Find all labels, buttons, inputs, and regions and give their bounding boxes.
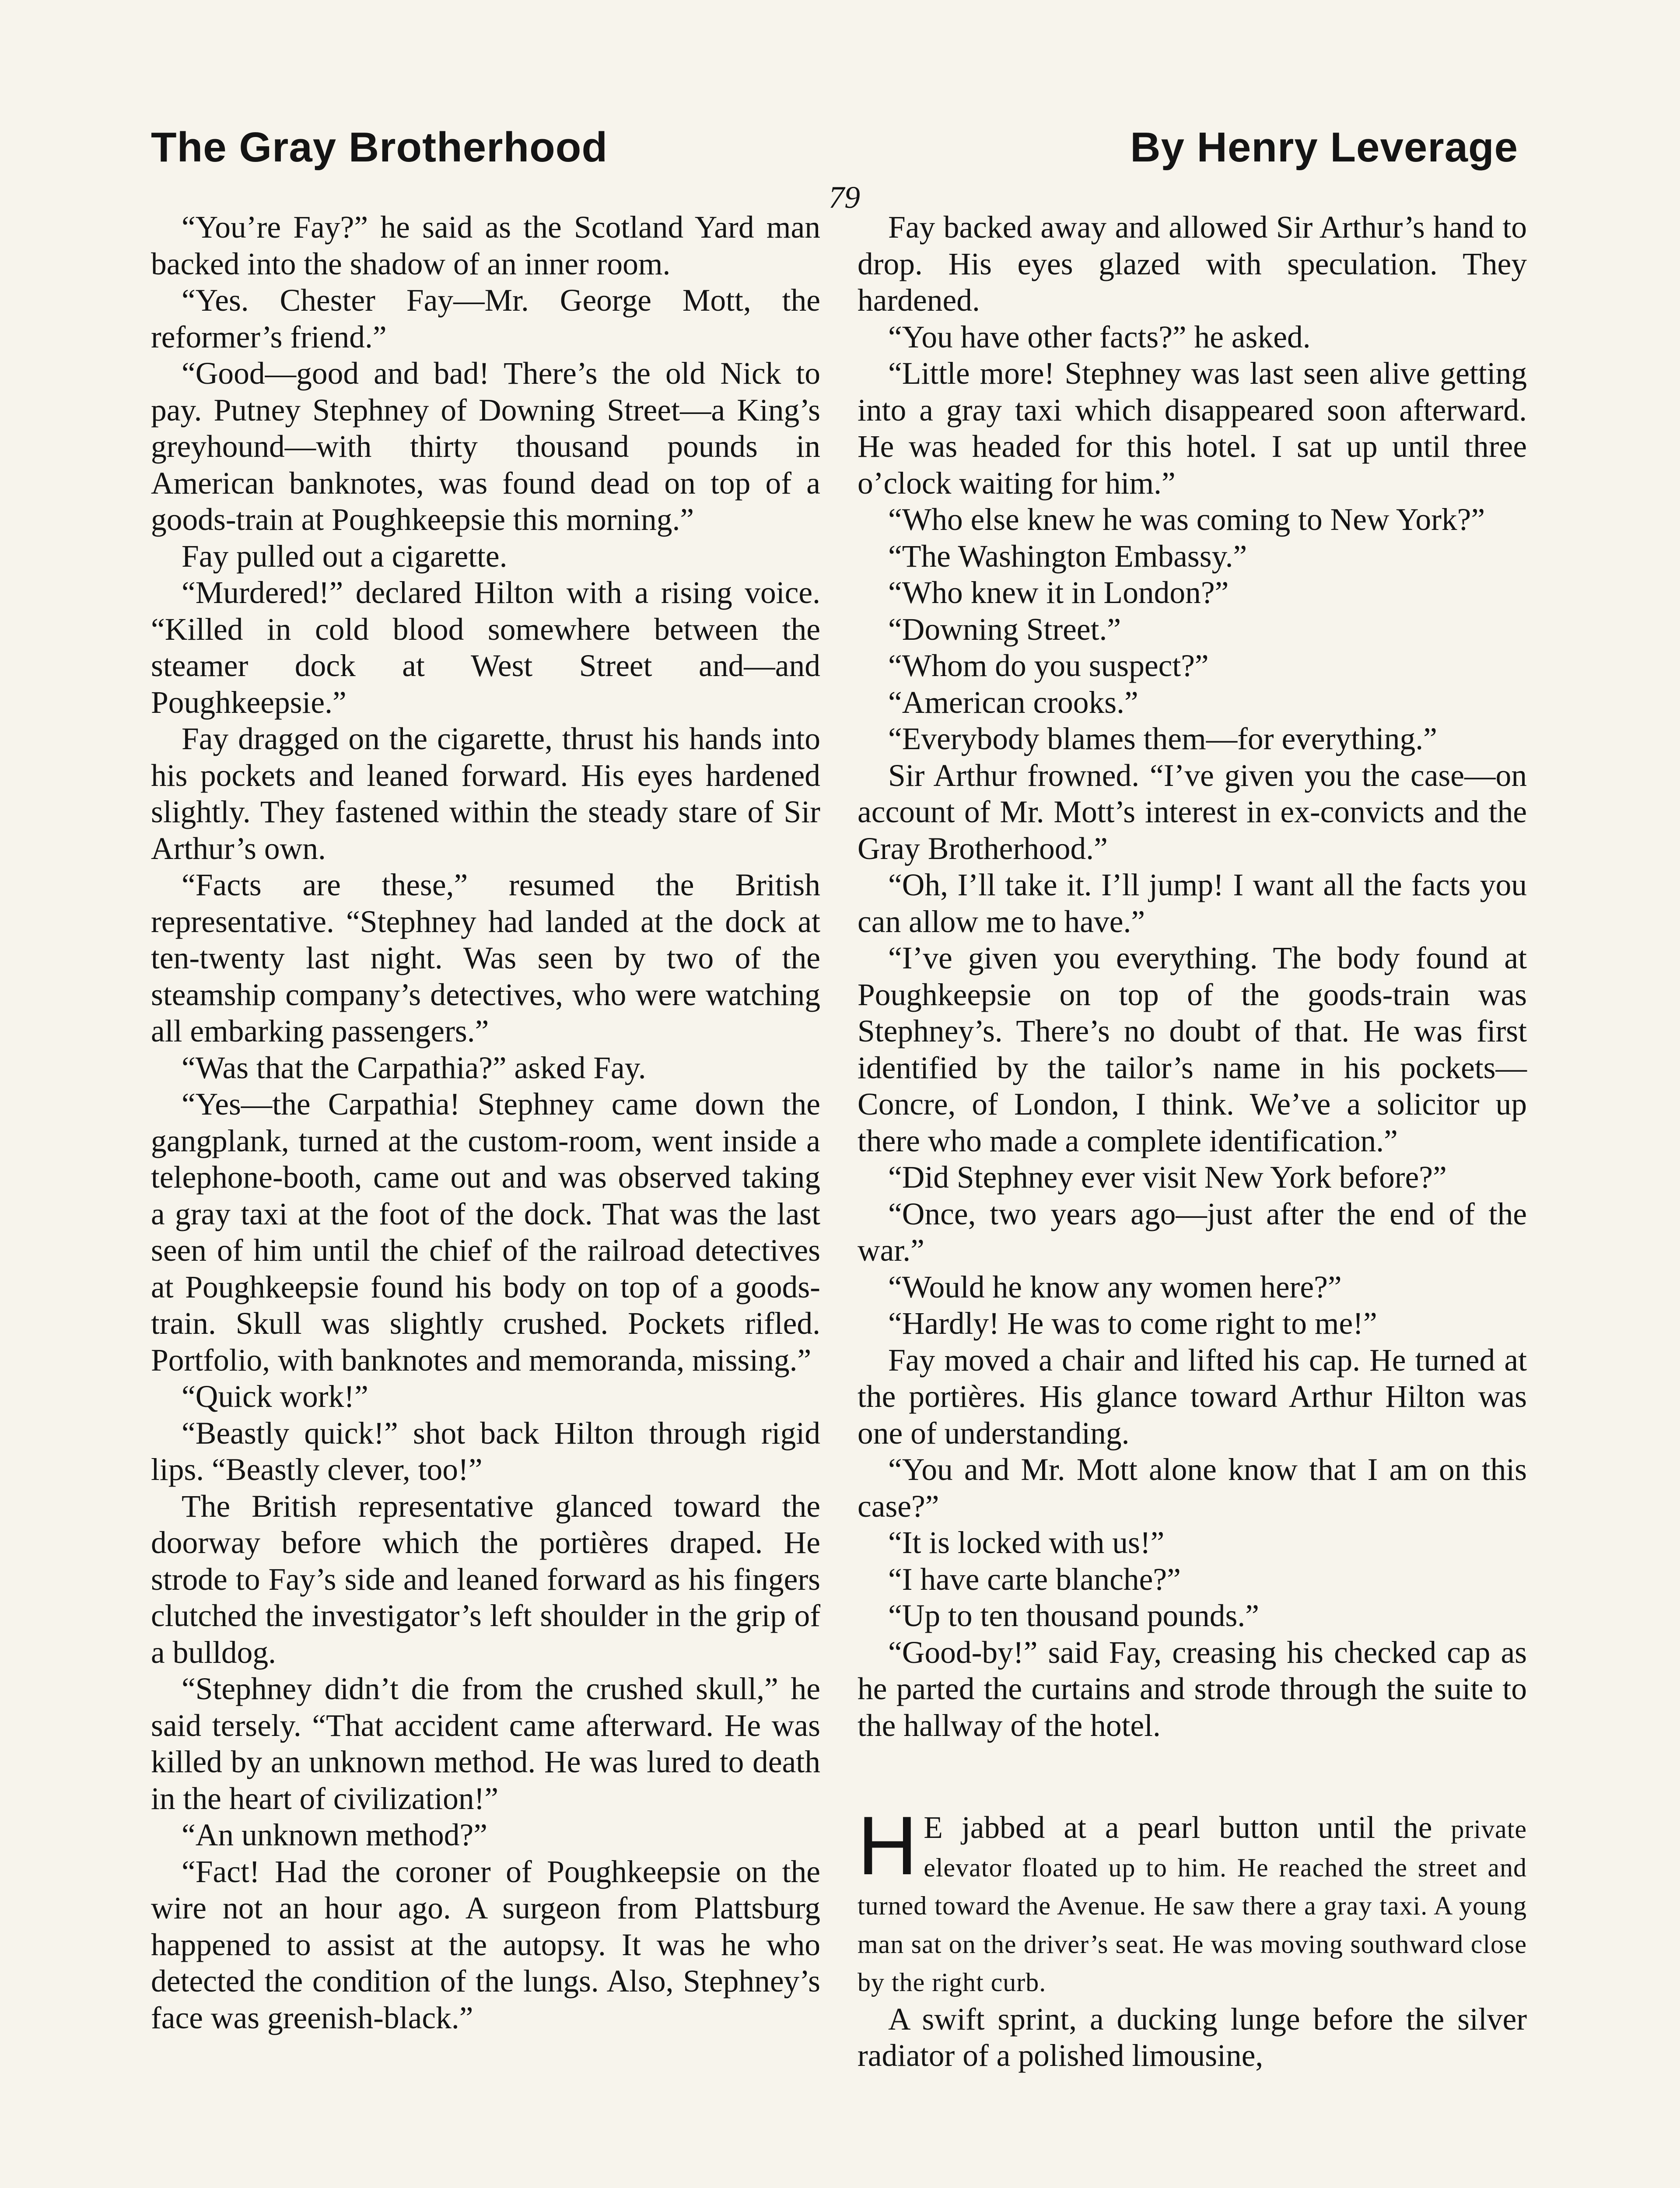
lead-in: E jabbed at a pearl button until the <box>924 1810 1451 1845</box>
paragraph: “Good—good and bad! There’s the old Nick to pay. Putney Stephney of Downing Street—a King’s greyhound—with thirty thousand pounds in American banknotes, was found dead on top of a goods-train at Poughkeepsie this morning.” <box>151 356 820 537</box>
paragraph: “An unknown method?” <box>182 1818 487 1852</box>
paragraph: “Murdered!” declared Hilton with a rising voice. “Killed in cold blood somewhere between the steamer dock at West Street and—and Poughkeepsie.” <box>151 575 820 720</box>
paragraph: “Was that the Carpathia?” asked Fay. <box>182 1050 646 1085</box>
paragraph: “Downing Street.” <box>888 612 1121 647</box>
paragraph: “Did Stephney ever visit New York before?” <box>888 1160 1447 1195</box>
paragraph: “Yes. Chester Fay—Mr. George Mott, the reformer’s friend.” <box>151 283 820 354</box>
paragraph: “Up to ten thousand pounds.” <box>888 1599 1259 1633</box>
drop-cap: H <box>858 1799 918 1892</box>
right-column <box>858 209 1527 2074</box>
paragraph: Fay backed away and allowed Sir Arthur’s hand to drop. His eyes glazed with speculation. They hardened. <box>858 210 1527 318</box>
paragraph: Fay moved a chair and lifted his cap. He turned at the portières. His glance toward Arthur Hilton was one of understanding. <box>858 1343 1527 1451</box>
paragraph: “Whom do you suspect?” <box>888 649 1209 683</box>
paragraph: “The Washington Embassy.” <box>888 539 1247 574</box>
paragraph: “I’ve given you everything. The body found at Poughkeepsie on top of the goods-train was Stephney’s. There’s no doubt of that. He was first identified by the tailor’s name in his pockets—Concre, of London, I think. We’ve a solicitor up there who made a complete identification.” <box>858 941 1527 1158</box>
paragraph: “Little more! Stephney was last seen alive getting into a gray taxi which disappeared soon afterward. He was headed for this hotel. I sat up until three o’clock waiting for him.” <box>858 356 1527 501</box>
paragraph: The British representative glanced toward the doorway before which the portières draped. He strode to Fay’s side and leaned forward as his fingers clutched the investigator’s left shoulder in the grip of a bulldog. <box>151 1489 820 1670</box>
paragraph: “Once, two years ago—just after the end of the war.” <box>858 1196 1527 1268</box>
paragraph: “Who else knew he was coming to New York?” <box>888 502 1485 537</box>
paragraph: “Fact! Had the coroner of Poughkeepsie on the wire not an hour ago. A surgeon from Plattsburg happened to assist at the autopsy. It was he who detected the condition of the lungs. Also, Stephney’s face was greenish-black.” <box>151 1854 820 2035</box>
page-number: 79 <box>829 180 860 215</box>
paragraph: “Yes—the Carpathia! Stephney came down the gangplank, turned at the custom-room, went inside a telephone-booth, came out and was observed taking a gray taxi at the foot of the dock. That was the last seen of him until the chief of the railroad detectives at Poughkeepsie found his body on top of a goods-train. Skull was slightly crushed. Pockets rifled. Portfolio, with banknotes and memoranda, missing.” <box>151 1087 820 1378</box>
opening-text: private elevator floated up to him. He reached the street and turned toward the Avenue. He saw there a gray taxi. A young man sat on the driver’s seat. He was moving southward close by the right curb. <box>858 1815 1527 1997</box>
section-opening-paragraph <box>858 1799 1527 2001</box>
paragraph: “Stephney didn’t die from the crushed skull,” he said tersely. “That accident came afterward. He was killed by an unknown method. He was lured to death in the heart of civilization!” <box>151 1672 820 1816</box>
story-title: The Gray Brotherhood <box>151 124 608 171</box>
paragraph: “You have other facts?” he asked. <box>888 319 1311 354</box>
paragraph: “You and Mr. Mott alone know that I am on this case?” <box>858 1452 1527 1524</box>
story-author: By Henry Leverage <box>1130 124 1518 171</box>
paragraph: “Quick work!” <box>182 1379 368 1414</box>
paragraph: “Everybody blames them—for everything.” <box>888 722 1437 756</box>
left-column <box>151 209 820 2036</box>
running-head <box>151 123 1518 172</box>
paragraph: “Would he know any women here?” <box>888 1269 1342 1304</box>
paragraph: Sir Arthur frowned. “I’ve given you the case—on account of Mr. Mott’s interest in ex-convicts and the Gray Brotherhood.” <box>858 758 1527 866</box>
paragraph: “I have carte blanche?” <box>888 1562 1181 1597</box>
paragraph: A swift sprint, a ducking lunge before the silver radiator of a polished limousine, <box>858 2002 1527 2073</box>
paragraph: “Oh, I’ll take it. I’ll jump! I want all the facts you can allow me to have.” <box>858 868 1527 939</box>
paragraph: “American crooks.” <box>888 685 1138 720</box>
paragraph: Fay dragged on the cigarette, thrust his hands into his pockets and leaned forward. His eyes hardened slightly. They fastened within the steady stare of Sir Arthur’s own. <box>151 722 820 866</box>
paragraph: “Good-by!” said Fay, creasing his checked cap as he parted the curtains and strode through the suite to the hallway of the hotel. <box>858 1635 1527 1743</box>
paragraph: Fay pulled out a cigarette. <box>182 539 508 574</box>
paragraph: “Facts are these,” resumed the British representative. “Stephney had landed at the dock at ten-twenty last night. Was seen by two of the steamship company’s detectives, who were watching all embarking passengers.” <box>151 868 820 1048</box>
paragraph: “Beastly quick!” shot back Hilton through rigid lips. “Beastly clever, too!” <box>151 1416 820 1487</box>
paragraph: “Who knew it in London?” <box>888 575 1229 610</box>
paragraph: “It is locked with us!” <box>888 1525 1165 1560</box>
paragraph: “Hardly! He was to come right to me!” <box>888 1306 1377 1341</box>
paragraph: “You’re Fay?” he said as the Scotland Yard man backed into the shadow of an inner room. <box>151 210 820 281</box>
